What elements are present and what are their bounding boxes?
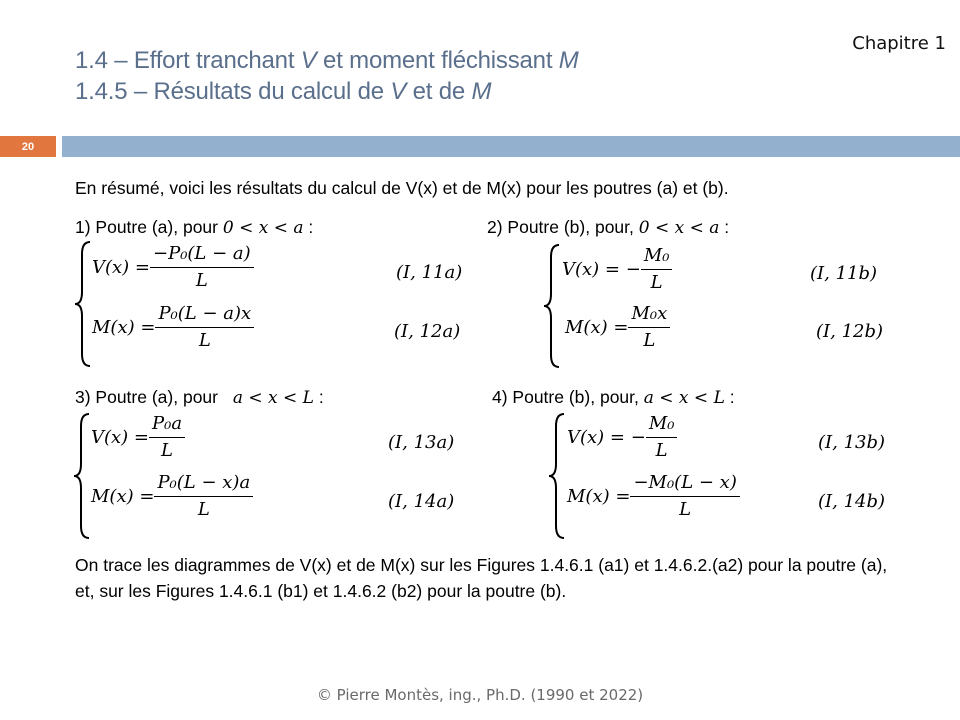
- eq-13a-numerator: P₀a: [149, 414, 185, 438]
- eq-13a: [91, 414, 185, 461]
- eq-13b-fraction: [646, 414, 678, 461]
- eq-14b-numerator: −M₀(L − x): [630, 473, 739, 497]
- title1-prefix: 1.4 – Effort tranchant: [75, 47, 301, 74]
- eq-12b-fraction: [628, 304, 670, 351]
- case2-brace: [543, 243, 563, 369]
- copyright-footer: © Pierre Montès, ing., Ph.D. (1990 et 2022): [316, 686, 644, 704]
- case1-brace: [74, 240, 94, 368]
- eq-14b-tag: (I, 14b): [818, 491, 886, 512]
- title1-m: M: [558, 47, 579, 74]
- eq-11b: [562, 246, 672, 293]
- case4-brace: [548, 412, 568, 540]
- eq-11a-tag: (I, 11a): [396, 262, 463, 283]
- eq-12a-tag: (I, 12a): [394, 321, 461, 342]
- eq-14b: [567, 473, 740, 520]
- case3-heading: [75, 387, 324, 408]
- eq-14a-numerator: P₀(L − x)a: [154, 473, 253, 497]
- eq-14a-denominator: L: [197, 498, 210, 520]
- eq-11b-numerator: M₀: [641, 246, 673, 270]
- eq-12b-numerator: M₀x: [628, 304, 670, 328]
- eq-13b-numerator: M₀: [646, 414, 678, 438]
- eq-12b-denominator: L: [643, 329, 656, 351]
- case2-colon: :: [719, 217, 730, 237]
- eq-14a-fraction: [154, 473, 253, 520]
- eq-14b-lhs: M(x) =: [567, 486, 631, 508]
- chapter-label: Chapitre 1: [852, 33, 946, 54]
- case3-brace: [73, 412, 93, 540]
- eq-11b-lhs: V(x) = −: [562, 259, 641, 281]
- eq-12a-denominator: L: [198, 329, 211, 351]
- slide-title-line1: [75, 47, 579, 75]
- conclusion-text: On trace les diagrammes de V(x) et de M(x) sur les Figures 1.4.6.1 (a1) et 1.4.6.2.(a2) pour la poutre (a), et, sur les Figures 1.4.6.1 (b1) et 1.4.6.2 (b2) pour la poutre (b).: [75, 555, 888, 601]
- case1-colon: :: [303, 217, 314, 237]
- eq-11b-denominator: L: [650, 271, 663, 293]
- eq-12a-lhs: M(x) =: [92, 317, 156, 339]
- eq-11b-fraction: [641, 246, 673, 293]
- page-number-badge: 20: [0, 136, 56, 157]
- eq-14b-denominator: L: [679, 498, 692, 520]
- slide-title-line2: [75, 78, 491, 106]
- eq-11a-lhs: V(x) =: [92, 257, 150, 279]
- title2-prefix: 1.4.5 – Résultats du calcul de: [75, 78, 391, 105]
- eq-13a-lhs: V(x) =: [91, 427, 149, 449]
- case4-colon: :: [724, 387, 735, 407]
- case4-label: 4) Poutre (b), pour,: [492, 387, 644, 407]
- eq-11b-tag: (I, 11b): [810, 263, 878, 284]
- eq-11a-numerator: −P₀(L − a): [150, 244, 254, 268]
- eq-12a-numerator: P₀(L − a)x: [155, 304, 254, 328]
- eq-13a-denominator: L: [161, 439, 173, 461]
- eq-11a-denominator: L: [195, 269, 208, 291]
- case4-range: a < x < L: [643, 388, 725, 408]
- title1-v: V: [300, 47, 317, 74]
- case2-range: 0 < x < a: [638, 218, 720, 238]
- eq-14a: [91, 473, 253, 520]
- case3-range: a < x < L: [232, 388, 314, 408]
- eq-13b-tag: (I, 13b): [818, 432, 886, 453]
- eq-14a-lhs: M(x) =: [91, 486, 155, 508]
- eq-13a-tag: (I, 13a): [388, 432, 455, 453]
- eq-11a-fraction: [150, 244, 254, 291]
- eq-12b-tag: (I, 12b): [816, 321, 884, 342]
- case1-range: 0 < x < a: [222, 218, 304, 238]
- title2-m: M: [471, 78, 492, 105]
- case1-heading: [75, 217, 313, 238]
- title2-v: V: [390, 78, 407, 105]
- intro-text: En résumé, voici les résultats du calcul de V(x) et de M(x) pour les poutres (a) et (b).: [75, 178, 729, 198]
- case1-label: 1) Poutre (a), pour: [75, 217, 223, 237]
- eq-11a: [92, 244, 254, 291]
- title2-mid: et de: [406, 78, 472, 105]
- case3-colon: :: [313, 387, 324, 407]
- case4-heading: [492, 387, 735, 408]
- eq-13a-fraction: [149, 414, 185, 461]
- eq-13b-denominator: L: [655, 439, 668, 461]
- case2-label: 2) Poutre (b), pour,: [487, 217, 639, 237]
- eq-13b: [567, 414, 677, 461]
- eq-12a-fraction: [155, 304, 254, 351]
- eq-12b: [565, 304, 670, 351]
- header-divider-bar: [62, 136, 960, 157]
- case2-heading: [487, 217, 729, 238]
- eq-13b-lhs: V(x) = −: [567, 427, 646, 449]
- case3-label: 3) Poutre (a), pour: [75, 387, 223, 407]
- eq-12b-lhs: M(x) =: [565, 317, 629, 339]
- eq-12a: [92, 304, 254, 351]
- title1-mid: et moment fléchissant: [316, 47, 559, 74]
- eq-14b-fraction: [630, 473, 739, 520]
- eq-14a-tag: (I, 14a): [388, 491, 455, 512]
